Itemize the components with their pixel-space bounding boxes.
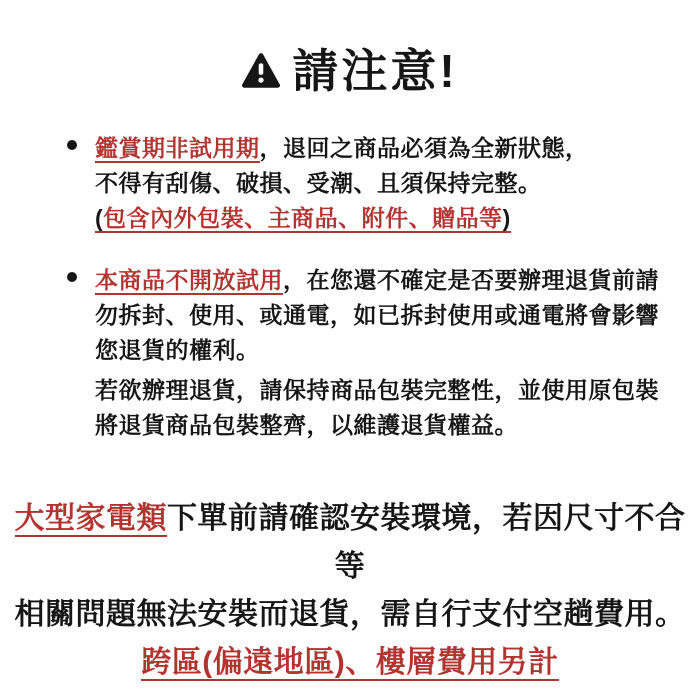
paren-close: ) <box>502 204 511 231</box>
bullet-icon <box>67 140 77 150</box>
notice-text: ，退回之商品必須為全新狀態， <box>259 134 589 161</box>
paren-open: ( <box>95 204 104 231</box>
extra-fee-text: 跨區(偏遠地區)、樓層費用另計 <box>141 645 559 679</box>
notice-line: 您退貨的權利。 <box>95 336 260 363</box>
warning-triangle-icon <box>242 51 280 91</box>
bullet-icon <box>67 272 77 282</box>
page-title-text: 請注意! <box>292 45 458 97</box>
notice-text: ，在您還不確定是否要辦理退貨前請 <box>283 266 659 293</box>
notice-item-inspection-period <box>67 131 670 236</box>
packaging-scope-note <box>95 205 511 233</box>
highlight-no-trial: 本商品不開放試用 <box>95 266 283 293</box>
notice-line <box>95 201 670 236</box>
large-appliance-warning <box>0 495 700 687</box>
notice-item-no-trial <box>67 263 670 443</box>
return-packing-line: 將退貨商品包裝整齊，以維護退貨權益。 <box>95 411 518 438</box>
warning-line: 相關問題無法安裝而退貨，需自行支付空趟費用。 <box>14 597 686 631</box>
notice-line <box>95 263 670 298</box>
highlight-inspection-period: 鑑賞期非試用期 <box>95 134 260 161</box>
notice-line: 勿拆封、使用、或通電，如已拆封使用或通電將會影響 <box>95 301 659 328</box>
notice-line <box>95 131 670 166</box>
page-title <box>0 0 700 97</box>
highlight-large-appliance: 大型家電類 <box>14 501 167 535</box>
warning-line <box>0 495 700 591</box>
return-packing-line: 若欲辦理退貨，請保持商品包裝完整性，並使用原包裝 <box>95 376 659 403</box>
notice-list <box>67 131 670 443</box>
warning-text: 下單前請確認安裝環境，若因尺寸不合等 <box>167 501 686 583</box>
packaging-scope-text: 包含內外包裝、主商品、附件、贈品等 <box>103 204 503 231</box>
notice-line: 不得有刮傷、破損、受潮、且須保持完整。 <box>95 169 542 196</box>
extra-fee-line <box>0 639 700 687</box>
